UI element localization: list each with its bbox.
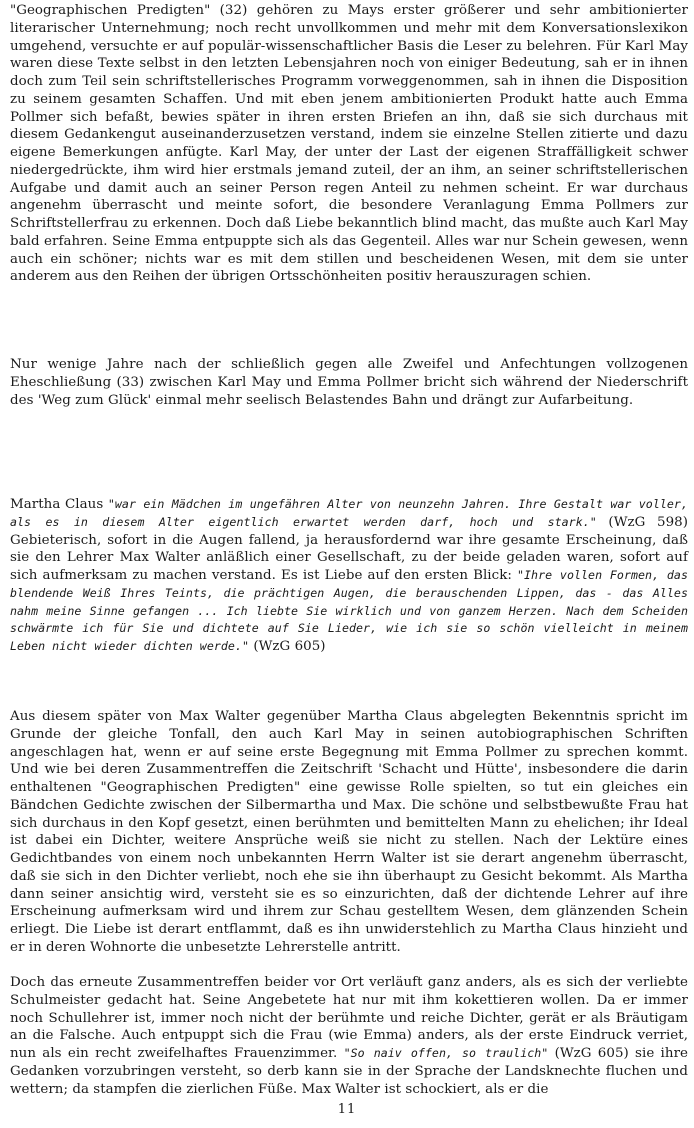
paragraph-2: Nur wenige Jahre nach der schließlich gegen alle Zweifel und Anfechtungen vollzogenen Eheschließung (33) zwischen Karl May und Emma Pollmer bricht sich während der Niederschrift des 'Weg zum Glück' einmal mehr seelisch Belastendes Bahn und drängt zur Aufarbeitung. bbox=[10, 357, 688, 408]
quotation-description: "war ein Mädchen im ungefähren Alter von neunzehn Jahren. Ihre Gestalt war voller, als es in diesem Alter eigentlich erwartet werden darf, hoch und stark." bbox=[10, 497, 688, 529]
page-number: 11 bbox=[337, 1102, 357, 1117]
quotation-naive: "So naiv offen, so traulich" bbox=[343, 1046, 549, 1060]
paragraph-5-continuation: (WzG 605) sie ihre Gedanken vorzubringen versteht, so derb kann sie in der Sprache der Landsknechte fluchen und wettern; da stampfen die zierlichen Füße. Max Walter ist schockiert, als er die bbox=[10, 1046, 688, 1097]
quotation-confession: "Ihre vollen Formen, das blendende Weiß Ihres Teints, die prächtigen Augen, die berauschenden Lippen, das - das Alles nahm meine Sinne gefangen ... Ich liebte Sie wirklich und von ganzem Herzen. Nach dem Scheiden schwärmte ich für Sie und dichtete auf Sie Lieder, wie ich sie so schön vielleicht in meinem Leben nicht wieder dichten werde." bbox=[10, 568, 688, 653]
paragraph-3 bbox=[10, 496, 688, 656]
paragraph-3-body: (WzG 598) Gebieterisch, sofort in die Augen fallend, ja herausfordernd war ihre gesamte Erscheinung, daß sie den Lehrer Max Walter anläßlich einer Gesellschaft, zu der beide geladen waren, sofort auf sich aufmerksam zu machen verstand. Es ist Liebe auf den ersten Blick: bbox=[10, 514, 688, 583]
paragraph-3-intro: Martha Claus bbox=[10, 497, 108, 512]
paragraph-5-body: Doch das erneute Zusammentreffen beider vor Ort verläuft ganz anders, als es sich der verliebte Schulmeister gedacht hat. Seine Angebetete hat nur mit ihm kokettieren wollen. Da er immer noch Schullehrer ist, immer noch nicht der berühmte und reiche Dichter, gerät er als Bräutigam an die Falsche. Auch entpuppt sich die Frau (wie Emma) anders, als der erste Eindruck verriet, nun als ein recht zweifelhaftes Frauenzimmer. bbox=[10, 975, 688, 1061]
citation-reference: (WzG 605) bbox=[249, 639, 326, 654]
paragraph-5 bbox=[10, 974, 688, 1098]
paragraph-1: "Geographischen Predigten" (32) gehören zu Mays erster größerer und sehr ambitionierter literarischer Unternehmung; noch recht unvollkommen und mehr mit dem Konversationslexikon umgehend, versuchte er auf populär-wissenschaftlicher Basis die Leser zu belehren. Für Karl May waren diese Texte selbst in den letzten Lebensjahren noch von einiger Bedeutung, sah er in ihnen doch zum Teil sein schriftstellerisches Programm vorweggenommen, sah in ihnen die Disposition zu seinem gesamten Schaffen. Und mit eben jenem ambitionierten Produkt hatte auch Emma Pollmer sich befaßt, bewies später in ihren ersten Briefen an ihn, daß sie sich durchaus mit diesem Gedankengut auseinanderzusetzen verstand, indem sie einzelne Stellen zitierte und dazu eigene Bemerkungen anfügte. Karl May, der unter der Last der eigenen Straffälligkeit schwer niedergedrückte, ihm wird hier erstmals jemand zuteil, der an ihm, an seiner schriftstellerischen Aufgabe und damit auch an seiner Person regen Anteil zu nehmen scheint. Er war durchaus angenehm überrascht und meinte sofort, die besondere Veranlagung Emma Pollmers zur Schriftstellerfrau zu erkennen. Doch daß Liebe bekanntlich blind macht, das mußte auch Karl May bald erfahren. Seine Emma entpuppte sich als das Gegenteil. Alles war nur Schein gewesen, wenn auch ein schöner; nichts war es mit dem stillen und bescheidenen Wesen, mit dem sie unter anderem aus den Reihen der übrigen Ortsschönheiten positiv herauszuragen schien. bbox=[10, 3, 688, 285]
paragraph-4: Aus diesem später von Max Walter gegenüber Martha Claus abgelegten Bekenntnis spricht im Grunde der gleiche Tonfall, den auch Karl May in seinen autobiographischen Schriften angeschlagen hat, wenn er auf seine erste Begegnung mit Emma Pollmer zu sprechen kommt. Und wie bei deren Zusammentreffen die Zeitschrift 'Schacht und Hütte', insbesondere die darin enthaltenen "Geographischen Predigten" eine gewisse Rolle spielten, so tut ein gleiches ein Bändchen Gedichte zwischen der Silbermartha und Max. Die schöne und selbstbewußte Frau hat sich durchaus in den Kopf gesetzt, einen berühmten und bemittelten Mann zu ehelichen; ihr Ideal ist dabei ein Dichter, weitere Ansprüche weiß sie nicht zu stellen. Nach der Lektüre eines Gedichtbandes von einem noch unbekannten Herrn Walter ist sie derart angenehm überrascht, daß sie sich in den Dichter verliebt, noch ehe sie ihn überhaupt zu Gesicht bekommt. Als Martha dann seiner ansichtig wird, versteht sie es so einzurichten, daß der dichtende Lehrer auf ihre Erscheinung aufmerksam wird und ihrem zur Schau gestelltem Wesen, dem glänzenden Schein erliegt. Die Liebe ist derart entflammt, daß es ihn unwiderstehlich zu Martha Claus hinzieht und er in deren Wohnorte die unbesetzte Lehrerstelle antritt. bbox=[10, 709, 688, 955]
